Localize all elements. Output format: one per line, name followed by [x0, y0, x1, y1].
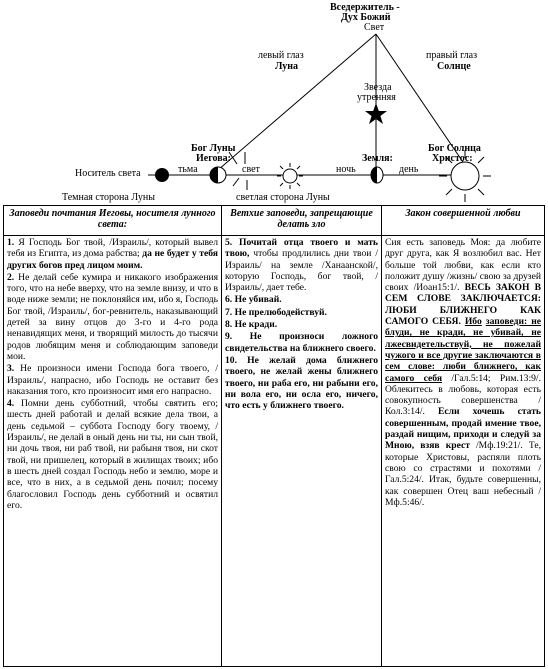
commandment-number: 5. — [225, 237, 233, 248]
commandment-number: 9. — [225, 331, 233, 343]
column-body — [4, 236, 221, 513]
left-eye-label: левый глаз — [258, 50, 304, 61]
commandment-item — [7, 398, 218, 511]
commandment-bold-text: Не произноси ложного свидетельства на ближнего своего. — [225, 331, 378, 354]
morning-star-icon — [364, 102, 388, 126]
sun-god-label: Бог Солнца — [428, 143, 481, 154]
day-label: день — [399, 164, 419, 175]
moon-god-label: Бог Луны — [191, 143, 236, 154]
light2-label: свет — [242, 164, 260, 175]
commandment-bold-text: Не кради. — [234, 319, 278, 331]
commandment-bold-text: Не убивай. — [234, 294, 282, 306]
citation-text: /Гал.5:14; Рим.13:9/. Облекитесь в любовь, которая есть совокупность совершенства /Кол.3:14/. — [385, 372, 541, 418]
column-body — [222, 236, 381, 413]
commandment-number: 10. — [225, 354, 237, 366]
sun-god-label2: Христос: — [432, 153, 473, 164]
commandment-item — [225, 294, 378, 305]
night-label: ночь — [336, 164, 356, 175]
commandment-number: 3. — [7, 363, 15, 375]
commandments-table — [3, 205, 545, 667]
commandment-number: 6. — [225, 294, 233, 306]
moon-god-label2: Иегова: — [196, 153, 231, 164]
column-perfect-love — [382, 206, 544, 666]
column-jehovah — [4, 206, 222, 666]
column-header: Закон совершенной любви — [382, 206, 544, 236]
commandment-text: Не делай себе кумира и никакого изображения того, что на небе вверху, что на земле внизу, и что в воде ниже земли; не поклоняйся им, ибо я, Господь Бог твой, /Израиль/, бог-ревнитель, наказывающий детей за вину отцов до 3-го и 4-го рода ненавидящих меня, и творящий милость до тысячи родов любящим меня и соблюдающим заповеди мои. — [7, 271, 218, 362]
commandment-item — [225, 355, 378, 411]
earth-label: Земля: — [362, 153, 393, 164]
commandment-item — [225, 319, 378, 330]
diagram-top-title2: Дух Божий — [341, 12, 391, 23]
commandment-number: 4. — [7, 398, 15, 410]
morning-star-label2: утренняя — [357, 92, 396, 103]
law-statement: ВЕСЬ ЗАКОН В СЕМ СЛОВЕ ЗАКЛЮЧАЕТСЯ: ЛЮБИ БЛИЖНЕГО КАК САМОГО СЕБЯ. — [385, 282, 541, 328]
column-header: Ветхие заповеди, запрещающие делать зло — [222, 206, 381, 236]
commandment-item — [225, 237, 378, 293]
commandment-bold-text: Почитай отца твоего и мать твою, — [225, 237, 378, 260]
closing-text: /Мф.19:21/. Те, которые Христовы, распяли плоть свою со страстями и похотями /Гал.5:24/. Итак, будьте совершенны, как совершен Отец ваш небесный /Мф.5:46/. — [385, 440, 541, 508]
perfection-call: Если хочешь стать совершенным, продай имение твое, раздай нищим, приходи и следуй за Мною, взяв крест — [385, 406, 542, 452]
commandment-text: Не произноси имени Господа бога твоего, /Израиль/, напрасно, ибо Господь не оставит без наказания того, кто произносит имя его напрасно. — [7, 363, 218, 397]
right-eye-name: Солнце — [437, 61, 471, 72]
for-word: Ибо — [464, 316, 482, 328]
bright-side-label: светлая сторона Луны — [236, 192, 330, 203]
commandment-number: 8. — [225, 319, 233, 331]
commandment-bold-text: да не будет у тебя других богов пред лицом моим. — [7, 248, 218, 271]
right-eye-label: правый глаз — [426, 50, 478, 61]
small-sun-icon — [276, 162, 304, 190]
commandment-item — [7, 363, 218, 397]
love-paragraph: Сия есть заповедь Моя: да любите друг друга, как Я возлюбил вас. Нет больше той любви, как если кто положит душу /жизнь/ свою за друзей своих /Иоан15:1/. — [385, 237, 541, 294]
commandment-number: 2. — [7, 271, 15, 283]
bearer-label: Носитель света — [75, 168, 141, 179]
dark-side-label: Темная сторона Луны — [62, 192, 155, 203]
left-eye-name: Луна — [275, 61, 298, 72]
cosmology-diagram — [0, 0, 548, 205]
column-old-commandments — [222, 206, 382, 666]
commandment-number: 1. — [7, 237, 15, 248]
commandments-summary: заповеди: не блуди, не кради, не убивай, не лжесвидетельствуй, не пожелай чужого и все другие заключаются в сем слове: люби ближнего, как самого себя — [385, 316, 541, 384]
commandment-item — [7, 237, 218, 271]
column-body — [382, 236, 544, 510]
earth-half-icon — [368, 165, 386, 185]
morning-star-label: Звезда — [364, 82, 392, 93]
darkness-label: тьма — [178, 164, 198, 175]
commandment-text: чтобы продлились дни твои /Израиль/ на земле /Ханаанской/, которую Господь, бог твой, /Израиль/, дает тебе. — [225, 248, 378, 294]
commandment-bold-text: Не прелюбодействуй. — [234, 306, 327, 318]
commandment-bold-text: Не желай дома ближнего твоего, не желай жены ближнего твоего, ни раба его, ни рабыни его, ни вола его, ни осла его, ничего, что есть у ближнего твоего. — [225, 354, 378, 412]
commandment-item — [225, 331, 378, 354]
light-bearer-dot — [153, 166, 171, 184]
diagram-top-title: Вседержитель - — [330, 2, 400, 13]
commandment-number: 7. — [225, 306, 233, 318]
commandment-item — [7, 272, 218, 362]
commandment-text: Я Господь Бог твой, /Израиль/, который вывел тебя из Египта, из дома рабства; — [7, 237, 218, 260]
diagram-light: Свет — [364, 22, 385, 33]
commandment-item — [225, 307, 378, 318]
column-header: Заповеди почтания Иеговы, носителя лунного света: — [4, 206, 221, 236]
commandment-text: Помни день субботний, чтобы святить его; шесть дней работай и делай всякие дела твои, а день седьмой – суббота Господу богу твоему, /Израиль/, не делай в оный день ни ты, ни сын твой, ни дочь твоя, ни раб твой, ни рабыня твоя, ни скот твой, ни пришелец, который в жилищах твоих; ибо в шесть дней создал Господь небо и землю, море и все, что в них, а в седьмой день почил; посему благословил Господь день субботний и освятил его. — [7, 398, 218, 511]
